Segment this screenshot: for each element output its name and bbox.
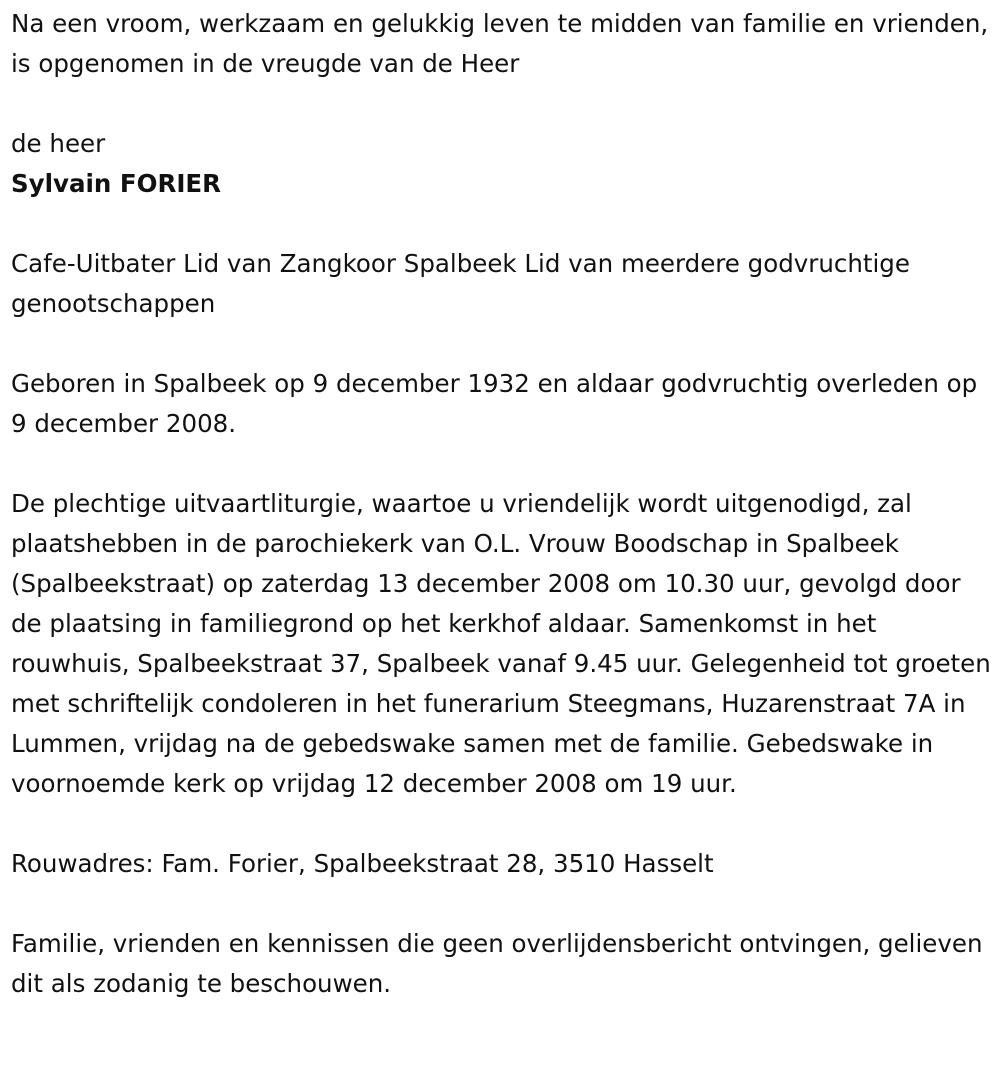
mourning-address: Rouwadres: Fam. Forier, Spalbeekstraat 28, 3510 Hasselt xyxy=(11,849,714,878)
spacer xyxy=(11,444,994,484)
life-dates-text: Geboren in Spalbeek op 9 december 1932 en aldaar godvruchtig overleden op 9 december 2008. xyxy=(11,369,978,438)
spacer xyxy=(11,804,994,844)
roles-text: Cafe-Uitbater Lid van Zangkoor Spalbeek Lid van meerdere godvruchtige genootschappen xyxy=(11,249,910,318)
funeral-text: De plechtige uitvaartliturgie, waartoe u vriendelijk wordt uitgenodigd, zal plaatshebben in de parochiekerk van O.L. Vrouw Boodschap in Spalbeek (Spalbeekstraat) op zaterdag 13 december 2008 om 10.30 uur, gevolgd door de plaatsing in familiegrond op het kerkhof aldaar. Samenkomst in het rouwhuis, Spalbeekstraat 37, Spalbeek vanaf 9.45 uur. Gelegenheid tot groeten met schriftelijk condoleren in het funerarium Steegmans, Huzarenstraat 7A in Lummen, vrijdag na de gebedswake samen met de familie. Gebedswake in voornoemde kerk op vrijdag 12 december 2008 om 19 uur. xyxy=(11,489,991,798)
closing-text: Familie, vrienden en kennissen die geen overlijdensbericht ontvingen, gelieven dit als zodanig te beschouwen. xyxy=(11,929,983,998)
spacer xyxy=(11,84,994,124)
spacer xyxy=(11,204,994,244)
spacer xyxy=(11,324,994,364)
deceased-name: Sylvain FORIER xyxy=(11,169,222,198)
salutation: de heer xyxy=(11,129,106,158)
spacer xyxy=(11,884,994,924)
intro-text: Na een vroom, werkzaam en gelukkig leven te midden van familie en vrienden, is opgenomen in de vreugde van de Heer xyxy=(11,9,989,78)
